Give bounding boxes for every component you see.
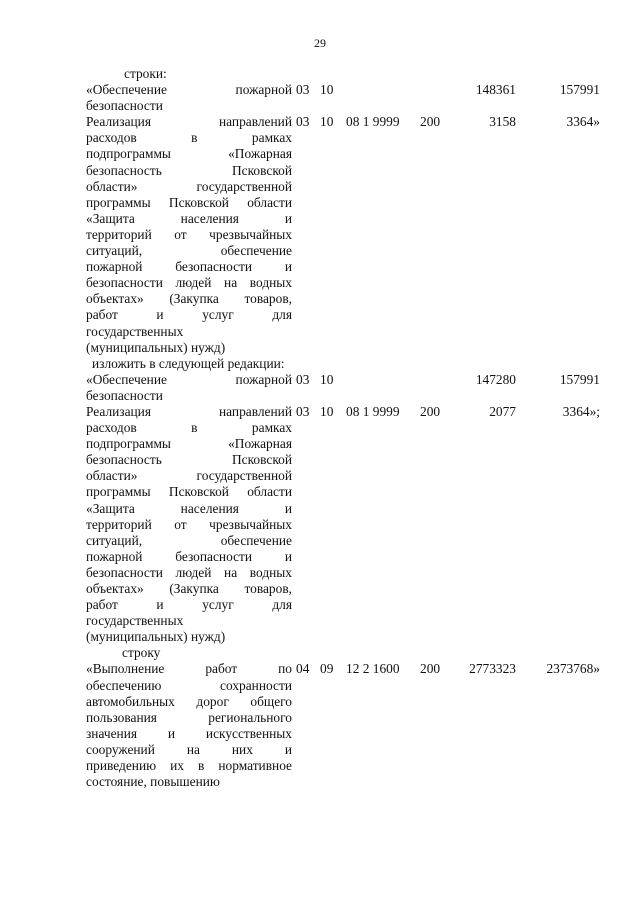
amount-year-1: 3158 [489, 114, 516, 130]
caption-new-edition: изложить в следующей редакции: [92, 355, 285, 371]
row-name-line: расходов в рамках [86, 420, 292, 436]
row-name-line: «Защита населения и [86, 210, 292, 226]
amount-year-2: 3364»; [562, 403, 600, 419]
subsection-code: 10 [320, 82, 334, 98]
road-row-table [86, 661, 626, 790]
row-name-line: территорий от чрезвычайных [86, 226, 292, 242]
subsection-code: 10 [320, 114, 334, 130]
document-body [86, 66, 626, 790]
row-name-line: (муниципальных) нужд) [86, 339, 226, 355]
section-code: 03 [296, 371, 310, 387]
row-name [86, 372, 292, 404]
amount-year-1: 148361 [475, 82, 516, 98]
row-name-line: значения и искусственных [86, 725, 292, 741]
row-name [86, 82, 292, 114]
row-name [86, 404, 292, 645]
row-name-line: Реализация направлений [86, 403, 292, 419]
row-name-line: сооружений на них и [86, 741, 292, 757]
row-name-line: расходов в рамках [86, 130, 292, 146]
row-name-line: безопасности людей на водных [86, 275, 292, 291]
section-code: 03 [296, 114, 310, 130]
row-name-line: ситуаций, обеспечение [86, 243, 292, 259]
row-name-line: программы Псковской области [86, 194, 292, 210]
page-number: 29 [314, 36, 326, 50]
row-name-line: состояние, повышению [86, 774, 220, 790]
row-name-line: объектах» (Закупка товаров, [86, 581, 292, 596]
section-code: 04 [296, 661, 310, 677]
row-name-line: ситуаций, обеспечение [86, 532, 292, 548]
table-row [86, 372, 626, 404]
caption-rows: строки: [124, 66, 167, 81]
target-article-code: 12 2 1600 [346, 661, 400, 677]
target-article-code: 08 1 9999 [346, 114, 400, 130]
amount-year-1: 2773323 [469, 661, 516, 677]
section-code: 03 [296, 82, 310, 98]
table-row [86, 82, 626, 114]
row-name-line: безопасности [86, 387, 163, 403]
row-name-line: безопасность Псковской [86, 452, 292, 468]
row-name-line: «Выполнение работ по [86, 661, 292, 677]
row-name-line: подпрограммы «Пожарная [86, 146, 292, 162]
amount-year-2: 3364» [566, 114, 600, 130]
row-name-line: Реализация направлений [86, 114, 292, 130]
row-name [86, 114, 292, 355]
section-code: 03 [296, 403, 310, 419]
row-name-line: объектах» (Закупка товаров, [86, 291, 292, 307]
row-name-line: «Обеспечение пожарной [86, 82, 292, 98]
row-name-line: «Обеспечение пожарной [86, 371, 292, 387]
row-name-line: пользования регионального [86, 709, 292, 725]
amount-year-1: 2077 [489, 403, 516, 419]
table-row [86, 661, 626, 790]
expense-type-code: 200 [420, 114, 441, 130]
row-name-line: работ и услуг для [86, 597, 292, 613]
table-row [86, 114, 626, 355]
caption-row: строку [122, 645, 161, 661]
target-article-code: 08 1 9999 [346, 403, 400, 419]
row-name-line: территорий от чрезвычайных [86, 516, 292, 532]
row-name-line: государственных [86, 613, 184, 629]
row-name-line: безопасность Псковской [86, 162, 292, 178]
subsection-code: 09 [320, 661, 334, 677]
amount-year-2: 157991 [559, 371, 600, 387]
table-row [86, 404, 626, 645]
row-name-line: государственных [86, 323, 184, 339]
row-name-line: программы Псковской области [86, 484, 292, 500]
row-name-line: подпрограммы «Пожарная [86, 436, 292, 452]
new-rows-table [86, 372, 626, 646]
row-name-line: обеспечению сохранности [86, 677, 292, 693]
row-name-line: безопасности людей на водных [86, 564, 292, 580]
old-rows-table [86, 82, 626, 356]
row-name-line: пожарной безопасности и [86, 548, 292, 564]
amount-year-2: 157991 [559, 82, 600, 98]
row-name-line: (муниципальных) нужд) [86, 629, 226, 645]
expense-type-code: 200 [420, 661, 441, 677]
row-name-line: безопасности [86, 98, 163, 114]
row-name-line: «Защита населения и [86, 500, 292, 516]
row-name-line: автомобильных дорог общего [86, 693, 292, 709]
row-name [86, 661, 292, 790]
amount-year-2: 2373768» [546, 661, 600, 677]
row-name-line: области» государственной [86, 468, 292, 484]
expense-type-code: 200 [420, 403, 441, 419]
row-name-line: области» государственной [86, 178, 292, 194]
subsection-code: 10 [320, 371, 334, 387]
subsection-code: 10 [320, 403, 334, 419]
amount-year-1: 147280 [475, 371, 516, 387]
row-name-line: работ и услуг для [86, 307, 292, 323]
row-name-line: приведению их в нормативное [86, 758, 292, 774]
row-name-line: пожарной безопасности и [86, 259, 292, 275]
